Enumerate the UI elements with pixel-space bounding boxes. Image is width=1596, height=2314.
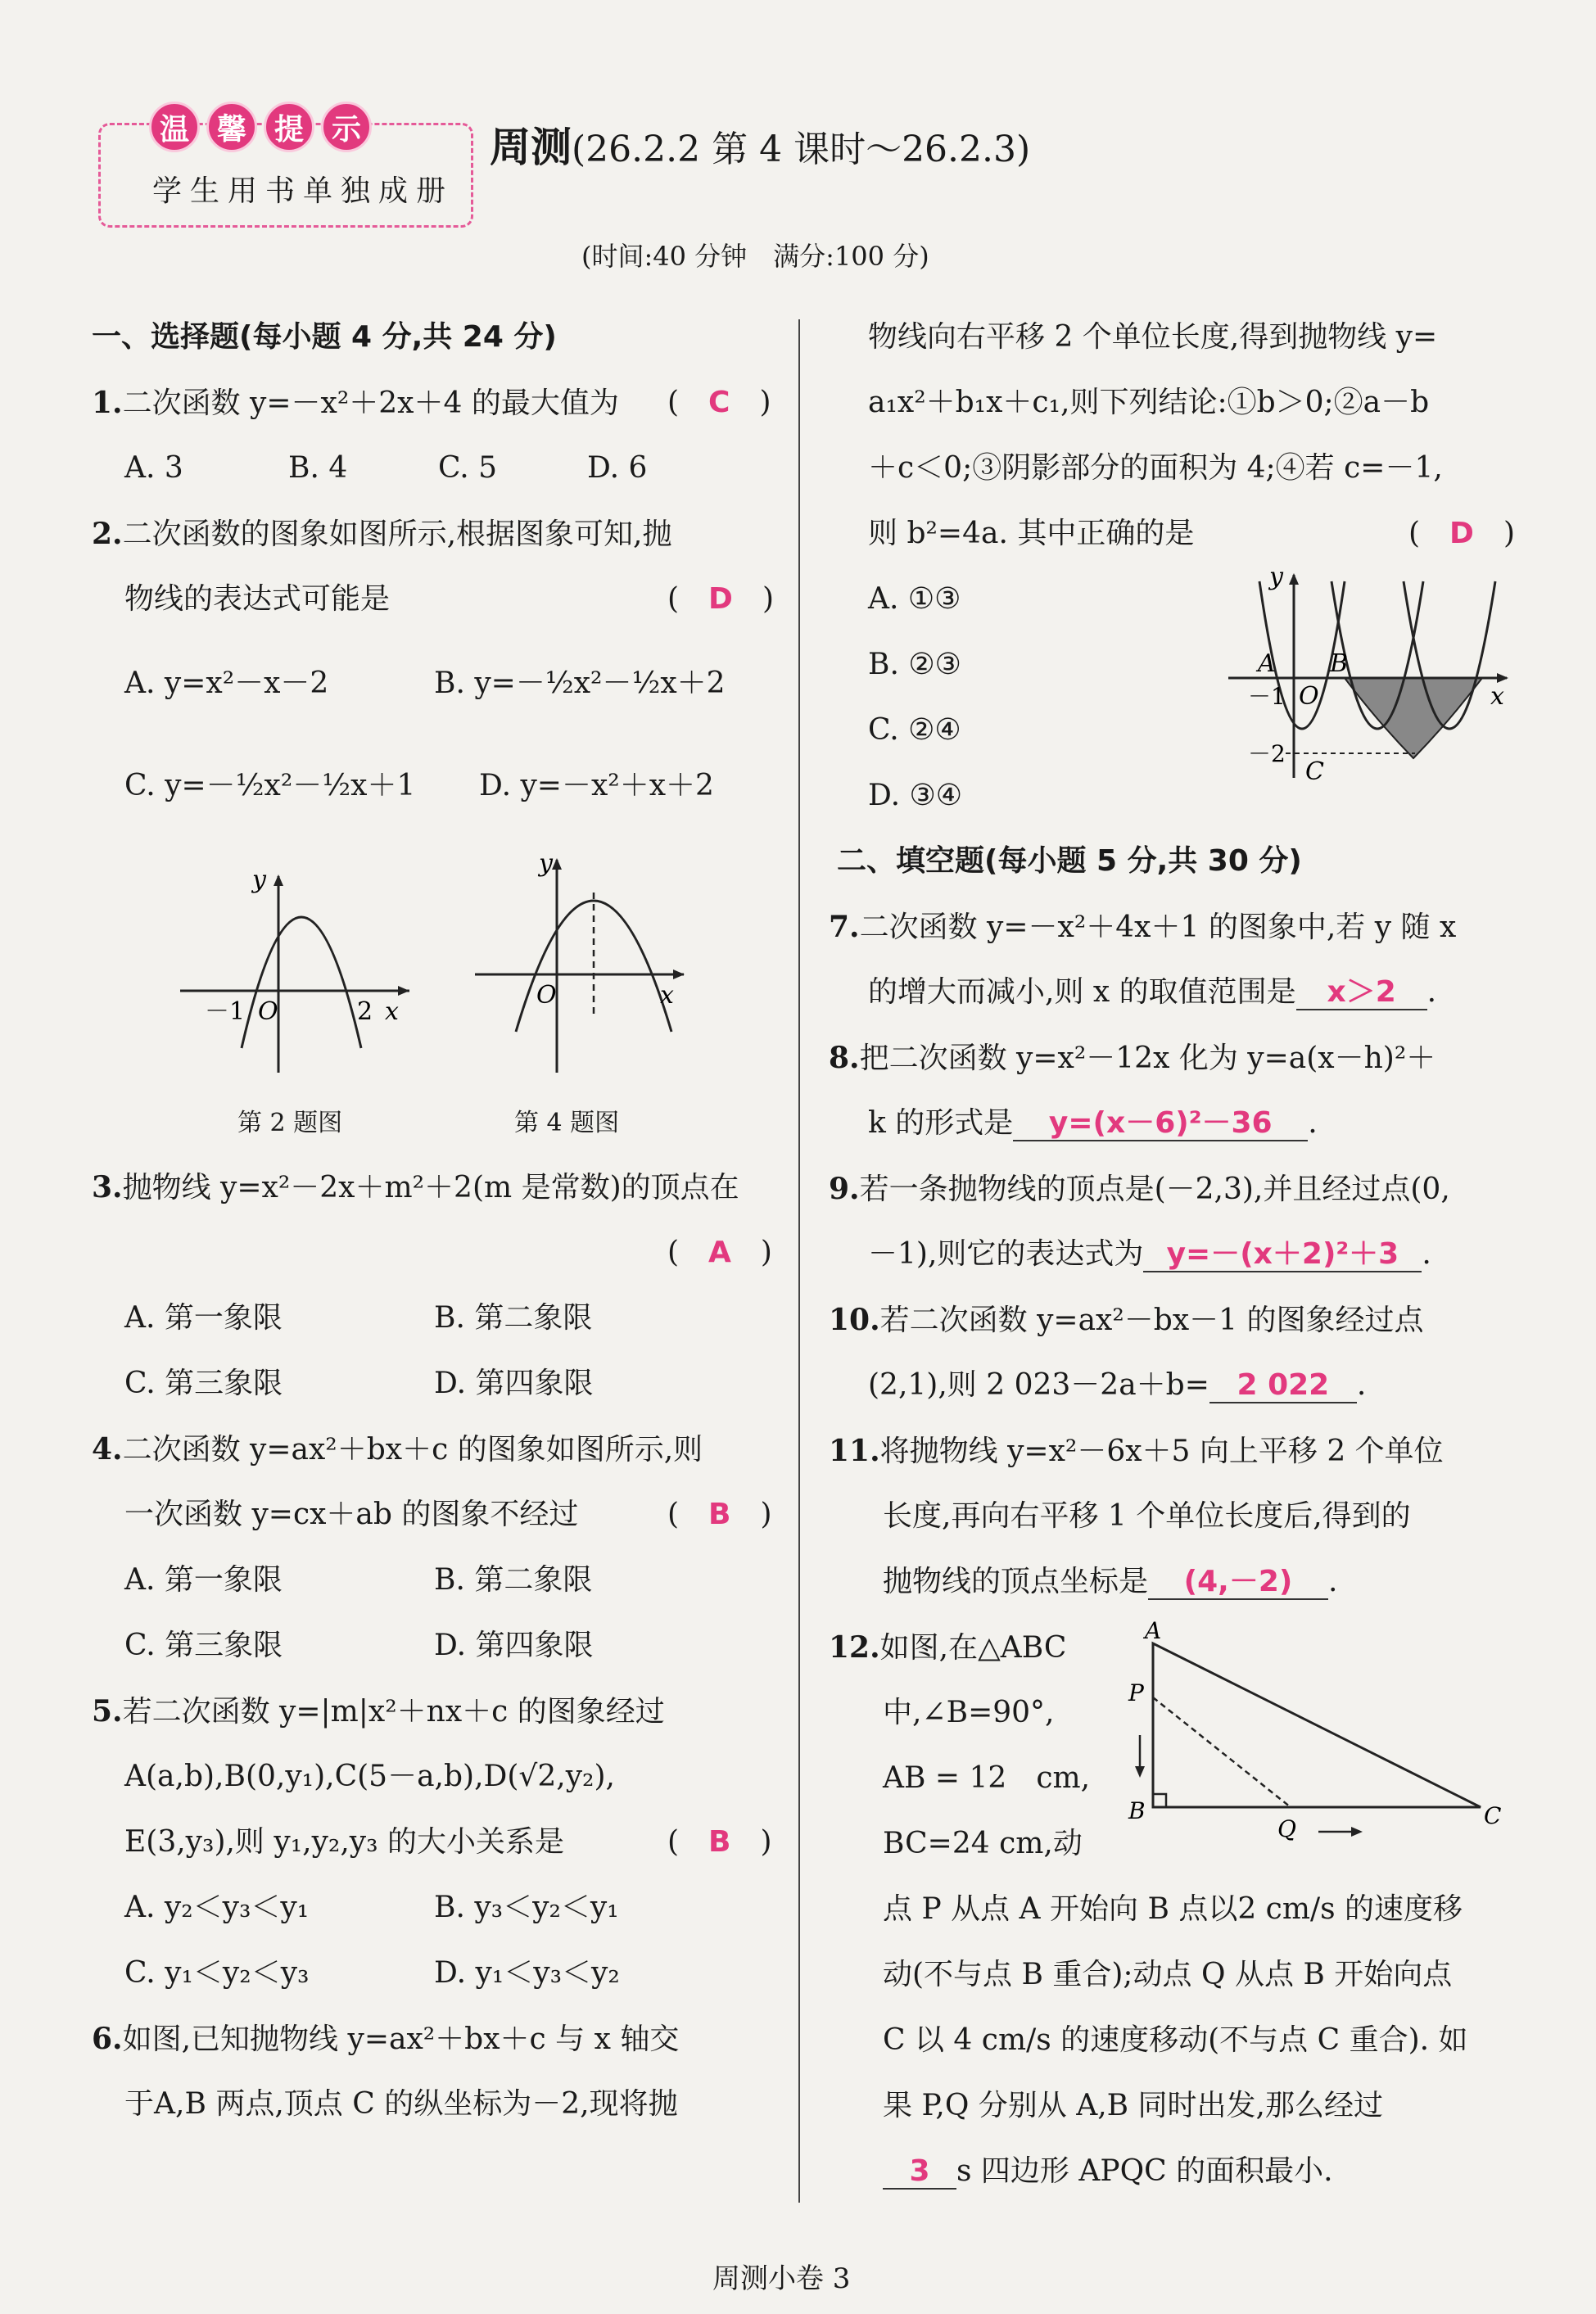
choice-section-header: 一、选择题(每小题 4 分,共 24 分) <box>92 320 557 354</box>
page-footer: 周测小卷 3 <box>712 2262 851 2295</box>
q5-stem-2: A(a,b),B(0,y₁),C(5－a,b),D(√2,y₂), <box>124 1760 615 1793</box>
q7-stem-1 <box>829 911 1456 944</box>
q6-stem-4: a₁x²＋b₁x＋c₁,则下列结论:①b＞0;②a－b <box>868 386 1430 419</box>
q8-text: 把二次函数 y=x²－12x 化为 y=a(x－h)²＋ <box>859 1042 1436 1075</box>
q8-stem-2: k 的形式是 y=(x－6)²－36 . <box>868 1106 1318 1140</box>
q1-opt-a: A. 3 <box>124 451 183 485</box>
label-y: y <box>1269 565 1283 591</box>
q4-opt-d: D. 第四象限 <box>434 1629 594 1662</box>
q2-opt-c: C. y=－½x²－½x＋1 <box>124 769 416 802</box>
q12-text: s 四边形 APQC 的面积最小. <box>956 2154 1333 2188</box>
q9-stem-2: －1),则它的表达式为 y=－(x＋2)²＋3 . <box>868 1237 1431 1271</box>
x-arrow <box>398 986 409 996</box>
q10-text: 若二次函数 y=ax²－bx－1 的图象经过点 <box>879 1304 1424 1337</box>
title-range: (26.2.2 第 4 课时～26.2.3) <box>572 129 1031 170</box>
q3-opt-d: D. 第四象限 <box>434 1367 594 1400</box>
q1-opt-d: D. 6 <box>587 451 648 485</box>
q4-stem-1 <box>92 1433 703 1467</box>
label-a: A <box>1258 649 1276 678</box>
q6-answer: ( D ) <box>1408 517 1515 550</box>
page-title <box>490 115 1030 174</box>
q-number: 2. <box>92 517 123 551</box>
fig4-caption: 第 4 题图 <box>514 1109 620 1137</box>
q7-text: 二次函数 y=－x²＋4x＋1 的图象中,若 y 随 x <box>859 911 1457 944</box>
answer-blank: 3 <box>883 2155 956 2190</box>
q6-stem-6: 则 b²=4a. 其中正确的是 <box>868 517 1195 550</box>
label-p: P <box>1128 1679 1144 1706</box>
label-origin: O <box>1299 682 1319 711</box>
q4-stem-2: 一次函数 y=cx＋ab 的图象不经过 <box>124 1498 579 1531</box>
parabola <box>242 917 361 1048</box>
y-arrow <box>274 875 283 886</box>
tip-text: 学生用书单独成册 <box>152 174 454 208</box>
label-b: B <box>1128 1797 1146 1824</box>
right-angle-mark <box>1153 1794 1166 1807</box>
q-number: 6. <box>92 2022 123 2056</box>
answer-blank: y=－(x＋2)²＋3 <box>1143 1238 1422 1272</box>
q12-stem-5: 点 P 从点 A 开始向 B 点以2 cm/s 的速度移 <box>883 1892 1463 1926</box>
tip-badge: 提 <box>264 102 314 152</box>
q3-opt-a: A. 第一象限 <box>124 1301 283 1335</box>
q-number: 1. <box>92 386 123 420</box>
q-number: 9. <box>829 1172 860 1206</box>
label-origin: O <box>258 997 278 1026</box>
q5-stem-3: E(3,y₃),则 y₁,y₂,y₃ 的大小关系是 <box>124 1825 565 1859</box>
answer: D <box>708 582 733 616</box>
q3-opt-c: C. 第三象限 <box>124 1367 283 1400</box>
answer-blank: 2 022 <box>1209 1369 1357 1403</box>
q-number: 4. <box>92 1432 123 1467</box>
q3-text: 抛物线 y=x²－2x＋m²＋2(m 是常数)的顶点在 <box>122 1171 739 1204</box>
q-number: 12. <box>829 1630 880 1665</box>
tip-badges <box>149 102 372 152</box>
label-y: y <box>539 849 553 878</box>
q9-text: 若一条抛物线的顶点是(－2,3),并且经过点(0, <box>859 1173 1450 1206</box>
label-minus-2: －2 <box>1248 740 1286 767</box>
q8-stem-1 <box>829 1042 1435 1075</box>
answer-blank: x＞2 <box>1296 976 1427 1010</box>
q6-stem-5: ＋c＜0;③阴影部分的面积为 4;④若 c=－1, <box>868 451 1443 485</box>
answer: B <box>708 1498 731 1531</box>
q1-text: 二次函数 y=－x²＋2x＋4 的最大值为 <box>122 386 619 420</box>
label-2: 2 <box>357 997 373 1026</box>
q12-text: 如图,在△ABC <box>879 1631 1067 1665</box>
q-number: 5. <box>92 1694 123 1729</box>
label-c: C <box>1484 1802 1502 1829</box>
answer-blank: y=(x－6)²－36 <box>1013 1107 1308 1141</box>
q-number: 10. <box>829 1303 880 1337</box>
q3-opt-b: B. 第二象限 <box>434 1301 593 1335</box>
y-arrow <box>1289 573 1299 585</box>
q12-stem-9 <box>883 2155 1333 2190</box>
q8-text: k 的形式是 <box>868 1106 1014 1140</box>
q-number: 8. <box>829 1041 860 1075</box>
q6-opt-d: D. ③④ <box>868 779 963 812</box>
q1-opt-b: B. 4 <box>288 451 348 485</box>
label-origin: O <box>536 981 557 1010</box>
fig4-graph <box>467 843 696 1081</box>
q9-text: －1),则它的表达式为 <box>868 1237 1144 1271</box>
fig2-caption: 第 2 题图 <box>237 1109 343 1137</box>
tip-badge: 温 <box>149 102 200 152</box>
fill-section-header: 二、填空题(每小题 5 分,共 30 分) <box>837 844 1302 878</box>
q12-stem-6: 动(不与点 B 重合);动点 Q 从点 B 开始向点 <box>883 1958 1453 1991</box>
q1-opt-c: C. 5 <box>438 451 498 485</box>
answer: C <box>708 386 730 419</box>
column-divider <box>798 319 800 2203</box>
q6-opt-c: C. ②④ <box>868 713 961 747</box>
q-number: 3. <box>92 1170 123 1204</box>
q11-stem-1 <box>829 1435 1444 1468</box>
q3-answer: ( A ) <box>667 1236 772 1269</box>
q4-text: 二次函数 y=ax²＋bx＋c 的图象如图所示,则 <box>122 1433 703 1467</box>
q6-stem-1 <box>92 2022 679 2056</box>
q3-stem <box>92 1171 739 1204</box>
tip-badge: 馨 <box>206 102 257 152</box>
q11-text: 将抛物线 y=x²－6x＋5 向上平移 2 个单位 <box>879 1435 1444 1468</box>
label-x: x <box>1490 682 1504 711</box>
triangle-abc <box>1153 1643 1481 1807</box>
q6-stem-3: 物线向右平移 2 个单位长度,得到抛物线 y= <box>868 320 1438 354</box>
q10-stem-1 <box>829 1304 1423 1337</box>
q4-opt-c: C. 第三象限 <box>124 1629 283 1662</box>
q6-opt-a: A. ①③ <box>868 582 961 616</box>
q2-opt-d: D. y=－x²＋x＋2 <box>479 769 714 802</box>
q6-stem-2: 于A,B 两点,顶点 C 的纵坐标为－2,现将抛 <box>124 2087 678 2121</box>
q2-answer: ( D ) <box>667 582 774 616</box>
q11-stem-2: 长度,再向右平移 1 个单位长度后,得到的 <box>883 1499 1411 1533</box>
q4-opt-b: B. 第二象限 <box>434 1563 593 1597</box>
answer-blank: (4,－2) <box>1148 1566 1328 1600</box>
q4-answer: ( B ) <box>667 1498 772 1531</box>
q12-stem-1 <box>829 1631 1066 1665</box>
q2-stem-1 <box>92 517 671 551</box>
q6-text: 如图,已知抛物线 y=ax²＋bx＋c 与 x 轴交 <box>122 2022 680 2056</box>
q11-stem-3: 抛物线的顶点坐标是 (4,－2) . <box>883 1565 1338 1598</box>
q5-opt-a: A. y₂＜y₃＜y₁ <box>124 1891 310 1924</box>
q2-opt-a: A. y=x²－x－2 <box>124 667 329 700</box>
q7-stem-2: 的增大而减小,则 x 的取值范围是 x＞2 . <box>868 975 1437 1009</box>
q10-stem-2: (2,1),则 2 023－2a＋b= 2 022 . <box>868 1368 1367 1402</box>
q12-stem-3: AB = 12 cm, <box>883 1761 1091 1795</box>
q7-text: 的增大而减小,则 x 的取值范围是 <box>868 975 1296 1009</box>
fig6-graph <box>1220 565 1515 786</box>
tip-badge: 示 <box>321 102 372 152</box>
x-arrow <box>673 969 685 979</box>
label-c: C <box>1305 757 1324 786</box>
label-minus-1: －1 <box>1248 683 1286 710</box>
label-b: B <box>1330 649 1349 678</box>
q-number: 7. <box>829 910 860 944</box>
answer: B <box>708 1825 731 1859</box>
title-main: 周测 <box>490 123 572 171</box>
label-minus-1: －1 <box>205 997 246 1026</box>
q5-opt-b: B. y₃＜y₂＜y₁ <box>434 1891 619 1924</box>
q6-opt-b: B. ②③ <box>868 648 961 681</box>
label-a: A <box>1145 1617 1162 1644</box>
q12-stem-4: BC=24 cm,动 <box>883 1827 1083 1860</box>
q12-stem-2: 中,∠B=90°, <box>883 1696 1055 1729</box>
label-y: y <box>252 865 266 894</box>
answer: D <box>1449 517 1474 550</box>
y-arrow <box>552 858 562 870</box>
q12-stem-8: 果 P,Q 分别从 A,B 同时出发,那么经过 <box>883 2089 1383 2122</box>
q5-answer: ( B ) <box>667 1825 772 1859</box>
q2-opt-b: B. y=－½x²－½x＋2 <box>434 667 726 700</box>
answer: A <box>708 1236 731 1269</box>
q1-answer: ( C ) <box>667 386 771 419</box>
q1-stem <box>92 386 619 420</box>
q-arrowhead <box>1351 1827 1363 1837</box>
q4-opt-a: A. 第一象限 <box>124 1563 283 1597</box>
label-x: x <box>660 981 674 1010</box>
q5-stem-1 <box>92 1695 665 1729</box>
label-q: Q <box>1277 1815 1296 1842</box>
q5-text: 若二次函数 y=|m|x²＋nx＋c 的图象经过 <box>122 1695 665 1729</box>
q-number: 11. <box>829 1434 880 1468</box>
page-subtitle: (时间:40 分钟 满分:100 分) <box>581 241 929 272</box>
q9-stem-1 <box>829 1173 1450 1206</box>
segment-pq <box>1153 1697 1291 1807</box>
q2-stem-2: 物线的表达式可能是 <box>124 582 391 616</box>
q11-text: 抛物线的顶点坐标是 <box>883 1565 1149 1598</box>
q5-opt-d: D. y₁＜y₃＜y₂ <box>434 1956 620 1990</box>
q2-text: 二次函数的图象如图所示,根据图象可知,抛 <box>122 517 672 551</box>
p-arrowhead <box>1135 1766 1145 1778</box>
q12-stem-7: C 以 4 cm/s 的速度移动(不与点 C 重合). 如 <box>883 2023 1468 2057</box>
fig2-graph <box>172 860 418 1081</box>
label-x: x <box>385 997 399 1026</box>
q5-opt-c: C. y₁＜y₂＜y₃ <box>124 1956 310 1990</box>
fig12-triangle <box>1114 1617 1507 1846</box>
q10-text: (2,1),则 2 023－2a＋b= <box>868 1368 1209 1402</box>
